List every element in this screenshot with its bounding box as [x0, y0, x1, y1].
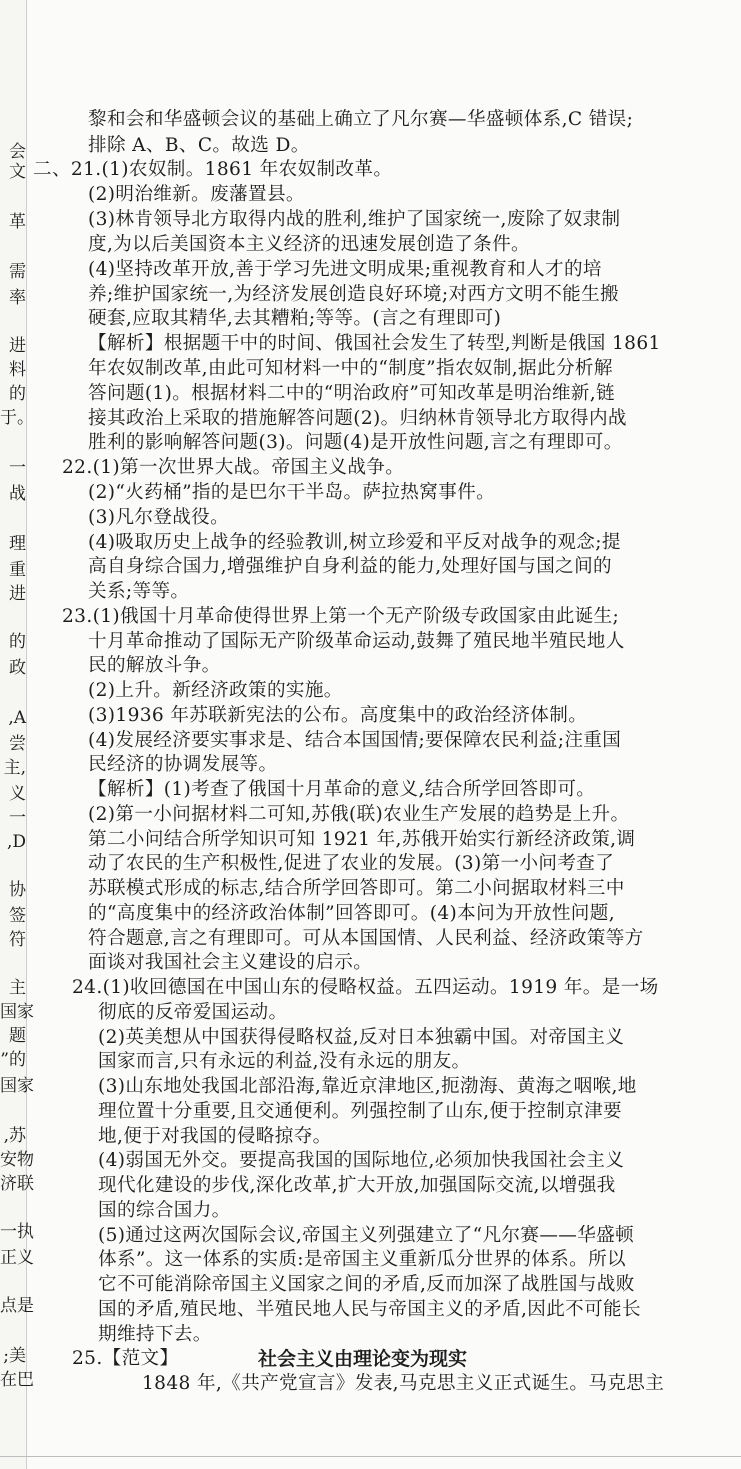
text-line: 硬套,应取其精华,去其糟粕;等等。(言之有理即可) — [88, 308, 502, 329]
page-bottom-rule — [0, 1456, 741, 1457]
margin-fragment: 主 — [9, 978, 26, 998]
text-line: 高自身综合国力,增强维护自身利益的能力,处理好国与国之间的 — [88, 556, 613, 577]
margin-fragment: 会 — [9, 142, 26, 162]
text-line: (2)第一小问据材料二可知,苏俄(联)农业生产发展的趋势是上升。 — [88, 804, 630, 825]
text-line: 接其政治上采取的措施解答问题(2)。归纳林肯领导北方取得内战 — [88, 408, 627, 429]
text-line: 胜利的影响解答问题(3)。问题(4)是开放性问题,言之有理即可。 — [88, 432, 623, 453]
text-line: 养;维护国家统一,为经济发展创造良好环境;对西方文明不能生搬 — [88, 284, 619, 305]
text-line: (4)弱国无外交。要提高我国的国际地位,必须加快我国社会主义 — [98, 1150, 625, 1171]
text-line: 度,为以后美国资本主义经济的迅速发展创造了条件。 — [88, 234, 530, 255]
text-line: (4)坚持改革开放,善于学习先进文明成果;重视教育和人才的培 — [88, 259, 602, 280]
margin-fragment: 一 — [9, 808, 26, 828]
text-line: 体系”。这一体系的实质:是帝国主义重新瓜分世界的体系。所以 — [98, 1249, 626, 1270]
text-line: 黎和会和华盛顿会议的基础上确立了凡尔赛—华盛顿体系,C 错误; — [88, 109, 634, 130]
margin-fragment: 国家 — [0, 1076, 34, 1096]
text-line: (4)发展经济要实事求是、结合本国国情;要保障农民利益;注重国 — [88, 730, 622, 751]
margin-fragment: 济联 — [0, 1174, 34, 1194]
text-line: 期维持下去。 — [98, 1324, 212, 1345]
text-line: (5)通过这两次国际会议,帝国主义列强建立了“凡尔赛——华盛顿 — [98, 1225, 635, 1246]
margin-fragment: 国家 — [0, 1002, 34, 1022]
text-line: (2)“火药桶”指的是巴尔干半岛。萨拉热窝事件。 — [88, 482, 496, 503]
text-line: (3)林肯领导北方取得内战的胜利,维护了国家统一,废除了奴隶制 — [88, 209, 621, 230]
question-22-part-1: 22.(1)第一次世界大战。帝国主义战争。 — [62, 457, 405, 478]
margin-fragment: 需 — [9, 262, 26, 282]
question-25-label: 25.【范文】 — [72, 1348, 179, 1369]
text-line: 地,便于对我国的侵略掠夺。 — [98, 1126, 332, 1147]
margin-fragment: 符 — [9, 930, 26, 950]
text-line: 民的解放斗争。 — [88, 655, 221, 676]
margin-fragment: 重 — [9, 560, 26, 580]
text-line: (2)英美想从中国获得侵略权益,反对日本独霸中国。对帝国主义 — [98, 1027, 625, 1048]
margin-fragment: 于。 — [0, 408, 34, 428]
margin-fragment: 文 — [9, 162, 26, 182]
text-line: 理位置十分重要,且交通便利。列强控制了山东,便于控制京津要 — [98, 1101, 623, 1122]
margin-fragment: 一执 — [0, 1222, 34, 1242]
margin-fragment: 政 — [9, 658, 26, 678]
margin-fragment: 战 — [9, 484, 26, 504]
margin-fragment: 一 — [9, 458, 26, 478]
text-line: 的“高度集中的经济政治体制”回答即可。(4)本问为开放性问题, — [88, 903, 615, 924]
margin-fragment: 正义 — [0, 1248, 34, 1268]
margin-fragment: 进 — [9, 336, 26, 356]
margin-fragment: 题 — [9, 1026, 26, 1046]
text-line: 第二小问结合所学知识可知 1921 年,苏俄开始实行新经济政策,调 — [88, 829, 636, 850]
margin-fragment: 的 — [9, 384, 26, 404]
text-line: 年农奴制改革,由此可知材料一中的“制度”指农奴制,据此分析解 — [88, 358, 613, 379]
text-line: 动了农民的生产积极性,促进了农业的发展。(3)第一小问考查了 — [88, 853, 615, 874]
analysis-23: 【解析】(1)考查了俄国十月革命的意义,结合所学回答即可。 — [88, 779, 596, 800]
margin-fragment: ,D — [6, 832, 26, 852]
text-line: (2)明治维新。废藩置县。 — [88, 184, 305, 205]
margin-fragment: 主, — [3, 758, 26, 778]
margin-fragment: 进 — [9, 584, 26, 604]
margin-fragment: 革 — [9, 212, 26, 232]
text-line: 现代化建设的步伐,深化改革,扩大开放,加强国际交流,以增强我 — [98, 1175, 616, 1196]
margin-fragment: ,A — [8, 708, 26, 728]
margin-fragment: 义 — [9, 784, 26, 804]
text-line: 十月革命推动了国际无产阶级革命运动,鼓舞了殖民地半殖民地人 — [88, 631, 625, 652]
text-line: (3)1936 年苏联新宪法的公布。高度集中的政治经济体制。 — [88, 705, 588, 726]
margin-fragment: 签 — [9, 906, 26, 926]
text-line: 关系;等等。 — [88, 581, 190, 602]
margin-fragment: 点是 — [0, 1296, 34, 1316]
text-line: 国家而言,只有永远的利益,没有永远的朋友。 — [98, 1051, 471, 1072]
question-24-part-1: 24.(1)收回德国在中国山东的侵略权益。五四运动。1919 年。是一场 — [72, 977, 659, 998]
text-line: 国的矛盾,殖民地、半殖民地人民与帝国主义的矛盾,因此不可能长 — [98, 1299, 641, 1320]
margin-fragment: ,苏 — [3, 1126, 26, 1146]
margin-fragment: 协 — [9, 880, 26, 900]
margin-fragment: ;美 — [3, 1346, 26, 1366]
left-page-margin — [0, 0, 34, 1469]
margin-fragment: 理 — [9, 534, 26, 554]
text-line: (4)吸取历史上战争的经验教训,树立珍爱和平反对战争的观念;提 — [88, 532, 621, 553]
margin-fragment: 的 — [9, 632, 26, 652]
question-21-part-1: 二、21.(1)农奴制。1861 年农奴制改革。 — [33, 159, 393, 180]
text-line: 符合题意,言之有理即可。可从本国国情、人民利益、经济政策等方 — [88, 928, 644, 949]
text-line: 答问题(1)。根据材料二中的“明治政府”可知改革是明治维新,链 — [88, 383, 615, 404]
essay-first-line: 1848 年,《共产党宣言》发表,马克思主义正式诞生。马克思主 — [142, 1373, 665, 1394]
margin-fragment: 率 — [9, 288, 26, 308]
text-line: 它不可能消除帝国主义国家之间的矛盾,反而加深了战胜国与战败 — [98, 1274, 635, 1295]
text-line: (2)上升。新经济政策的实施。 — [88, 680, 343, 701]
margin-fragment: ”的 — [0, 1050, 26, 1070]
margin-fragment: 在巴 — [0, 1370, 34, 1390]
text-line: (3)凡尔登战役。 — [88, 507, 230, 528]
margin-fragment: 料 — [9, 360, 26, 380]
text-line: 彻底的反帝爱国运动。 — [98, 1002, 288, 1023]
margin-fragment: 尝 — [9, 734, 26, 754]
essay-title: 社会主义由理论变为现实 — [258, 1348, 468, 1370]
text-line: 国的综合国力。 — [98, 1200, 231, 1221]
text-line: (3)山东地处我国北部沿海,靠近京津地区,扼渤海、黄海之咽喉,地 — [98, 1076, 637, 1097]
question-23-part-1: 23.(1)俄国十月革命使得世界上第一个无产阶级专政国家由此诞生; — [62, 606, 620, 627]
margin-fragment: 安物 — [0, 1150, 34, 1170]
text-line: 民经济的协调发展等。 — [88, 754, 278, 775]
text-line: 面谈对我国社会主义建设的启示。 — [88, 952, 373, 973]
text-line: 排除 A、B、C。故选 D。 — [88, 135, 310, 156]
analysis-21: 【解析】根据题干中的时间、俄国社会发生了转型,判断是俄国 1861 — [88, 333, 661, 354]
text-line: 苏联模式形成的标志,结合所学回答即可。第二小问据取材料三中 — [88, 878, 625, 899]
